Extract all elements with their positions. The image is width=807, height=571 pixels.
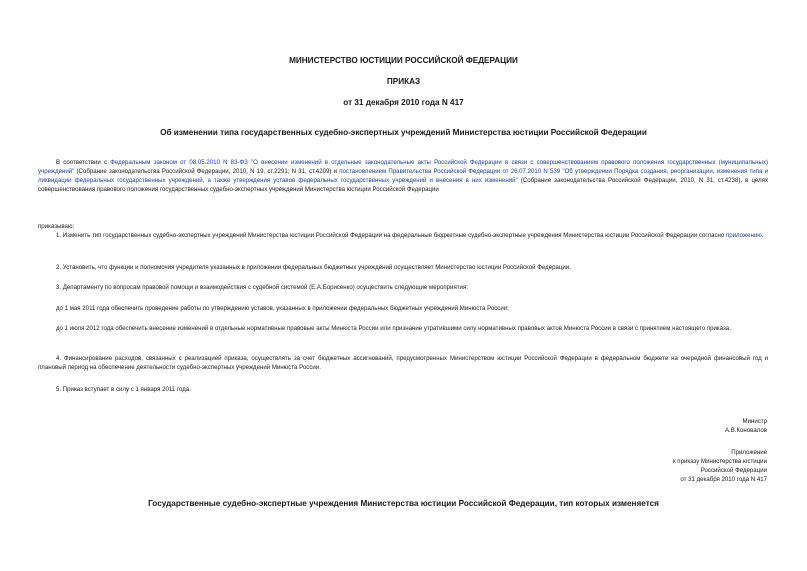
signature-name: А.В.Коновалов [724,427,767,435]
signature-position: Министр [742,418,767,425]
appendix-link[interactable]: приложению [725,232,762,239]
government-decree-link[interactable]: постановлением Правительства Российской Федерации от 26.07.2010 N 539 "Об утверждении Порядка создания, реорганизации, изменения типа и ликвидации федеральных государственных учреждений, а также утверждения уставов федеральных государственных учреждений и внесения в них изменений" [38,168,769,185]
preamble-paragraph [38,158,768,194]
appendix-line-1: к приказу Министерства юстиции [672,458,767,466]
item-3-sub-a: до 1 мая 2011 года обеспечить проведение работы по утверждению уставов, указанных в приложении федеральных бюджетных учреждений Минюста России; [56,305,509,312]
item-4: 4. Финансирование расходов, связанных с реализацией приказа, осуществлять за счет бюджетных ассигнований, предусмотренных Министерством юстиции Российской Федерации в федеральном бюджете на очередной финансовый год и плановый период на обеспечение деятельности судебно-экспертных учреждений Минюста России. [38,355,768,372]
appendix-label: Приложение [731,449,767,456]
item-3: 3. Департаменту по вопросам правовой помощи и взаимодействия с судебной системой (Е.А.Борисенко) осуществить следующие мероприятия: [56,284,468,291]
item-3-sub-b: до 1 июля 2012 года обеспечить внесение изменений в отдельные нормативные правовые акты Минюста России или признание утратившими силу нормативных правовых актов Минюста России в связи с принятием настоящего приказа. [56,325,731,332]
ministry-heading: МИНИСТЕРСТВО ЮСТИЦИИ РОССИЙСКОЙ ФЕДЕРАЦИИ [289,56,518,65]
item-1-text: 1. Изменить тип государственных судебно-экспертных учреждений Министерства юстиции Российской Федерации на федеральные бюджетные судебно-экспертные учреждения Министерства юстиции Российской Федерации согласно [56,232,726,239]
preamble-text-3: (Собрание законодательства Российской Федерации, 2010, N 31, ст.4238), в целях совершенствования правового положения государственных судебно-экспертных учреждений Министерства юстиции Российской Федерации [38,177,768,194]
doc-date-number: от 31 декабря 2010 года N 417 [343,98,464,107]
order-word: приказываю: [38,223,75,230]
appendix-header [673,448,767,484]
appendix-title: Государственные судебно-экспертные учреждения Министерства юстиции Российской Федерации, тип которых изменяется [148,499,659,508]
item-5: 5. Приказ вступает в силу с 1 января 2011 года. [56,386,191,393]
appendix-line-2: Российской Федерации [700,467,767,475]
item-2: 2. Установить, что функции и полномочия учредителя указанных в приложении федеральных бюджетных учреждений осуществляет Министерство юстиции Российской Федерации. [56,264,571,271]
federal-law-link[interactable]: Федеральным законом от 08.05.2010 N 83-ФЗ "О внесении изменений в отдельные законодательные акты Российской Федерации в связи с совершенствованием правового положения государственных (муниципальных) учреждений" [38,159,769,176]
doc-type-heading: ПРИКАЗ [386,77,421,86]
preamble-text-1: В соответствии с [56,159,111,166]
item-1-end: . [761,232,764,239]
item-1 [38,231,768,240]
signature-block [725,417,767,435]
preamble-text-2: (Собрание законодательства Российской Федерации, 2010, N 19, ст.2291; N 31, ст.4209) и [74,168,340,176]
document-title: Об изменении типа государственных судебно-экспертных учреждений Министерства юстиции Российской Федерации [160,128,647,137]
appendix-line-3: от 31 декабря 2010 года N 417 [680,476,767,484]
